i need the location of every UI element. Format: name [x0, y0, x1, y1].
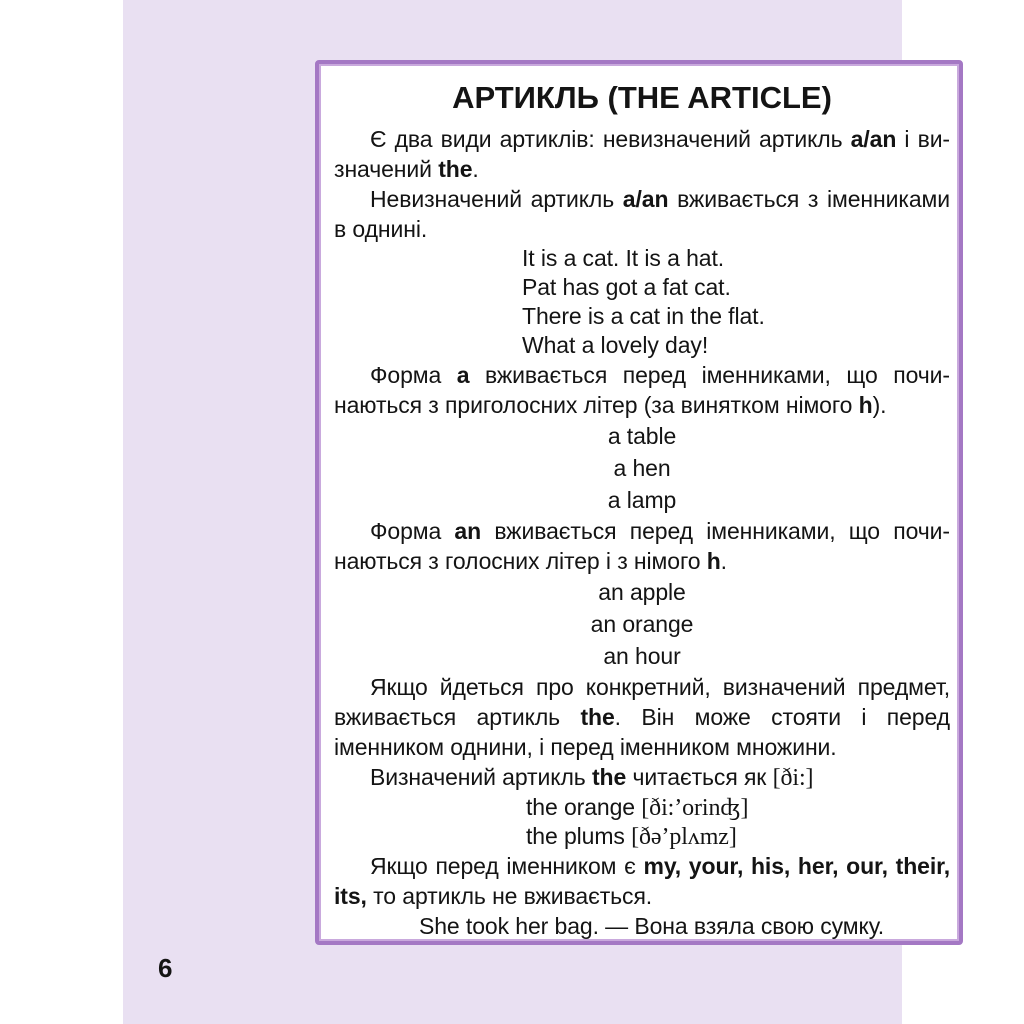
text-run: Форма: [370, 362, 457, 388]
ipa-transcription: [ði:’orinʤ]: [641, 795, 749, 821]
paragraph-line: [334, 851, 950, 881]
text-run: Є два види артиклів: невизначений артикль: [370, 126, 851, 152]
paragraph-line: [334, 184, 950, 214]
section-title: АРТИКЛЬ (THE ARTICLE): [452, 80, 832, 115]
example-line: There is a cat in the flat.: [522, 303, 765, 329]
content-box: [315, 60, 963, 945]
bold-term: the: [591, 764, 627, 790]
text-run: ).: [872, 392, 887, 418]
paragraph-line: [334, 546, 950, 576]
text-run: . Він може стояти і перед: [614, 704, 950, 730]
example-line: an hour: [603, 643, 681, 669]
bold-term: a/an: [622, 186, 669, 212]
text-run: читається як: [626, 764, 773, 790]
bold-term: the: [438, 156, 473, 182]
text-run: в однині.: [334, 216, 428, 242]
paragraph-line: [334, 516, 950, 546]
text-run: то артикль не вживається.: [366, 883, 653, 909]
paragraph-line: [334, 154, 950, 184]
paragraph-line: [334, 762, 950, 793]
example-line: [526, 793, 950, 822]
text-run: наються з приголосних літер (за винятком німого: [334, 392, 859, 418]
text-run: вживається артикль: [334, 704, 581, 730]
bold-term: а: [456, 362, 470, 388]
bold-term: the: [580, 704, 615, 730]
example-line: an orange: [590, 611, 694, 637]
paragraph-line: іменником однини, і перед іменником множини.: [334, 734, 837, 760]
bold-term: a/an: [850, 126, 897, 152]
example-line: [526, 822, 950, 851]
paragraph-line: [334, 702, 950, 732]
text-run: Якщо перед іменником є: [370, 853, 644, 879]
text-run: Визначений артикль: [370, 764, 592, 790]
bold-term: an: [454, 518, 482, 544]
text-run: вживається з іменниками: [668, 186, 950, 212]
example-line: an apple: [598, 579, 686, 605]
text-run: .: [720, 548, 727, 574]
bold-term: its,: [334, 883, 367, 909]
ipa-transcription: [ði:]: [772, 765, 814, 791]
paragraph-line: [334, 360, 950, 390]
example-line: a hen: [613, 455, 671, 481]
ipa-transcription: [ðə’plʌmz]: [631, 824, 737, 850]
text-run: значений: [334, 156, 439, 182]
example-line: a table: [607, 423, 677, 449]
text-run: the orange: [526, 794, 642, 820]
example-line: It is a cat. It is a hat.: [522, 245, 725, 271]
text-run: Невизначений артикль: [370, 186, 623, 212]
paragraph-line: [334, 214, 950, 244]
page-number: 6: [158, 953, 173, 983]
book-page: [123, 0, 950, 1024]
bold-term: my, your, his, her, our, their,: [643, 853, 950, 879]
text-run: Форма: [370, 518, 455, 544]
text-run: .: [472, 156, 479, 182]
paragraph-line: [334, 881, 950, 911]
example-line: She took her bag. — Вона взяла свою сумку.: [419, 913, 885, 939]
paragraph-line: [334, 390, 950, 420]
example-line: a lamp: [607, 487, 677, 513]
bold-term: h: [706, 548, 721, 574]
example-line: What a lovely day!: [522, 332, 709, 358]
paragraph-line: [334, 124, 950, 154]
text-run: вживається перед іменниками, що почи-: [481, 518, 950, 544]
text-run: the plums: [526, 823, 632, 849]
example-line: Pat has got a fat cat.: [522, 274, 731, 300]
text-run: і ви-: [896, 126, 950, 152]
text-run: вживається перед іменниками, що почи-: [469, 362, 950, 388]
bold-term: h: [858, 392, 873, 418]
text-column: [334, 124, 950, 941]
text-run: наються з голосних літер і з німого: [334, 548, 707, 574]
paragraph-line: Якщо йдеться про конкретний, визначений предмет,: [370, 674, 950, 700]
